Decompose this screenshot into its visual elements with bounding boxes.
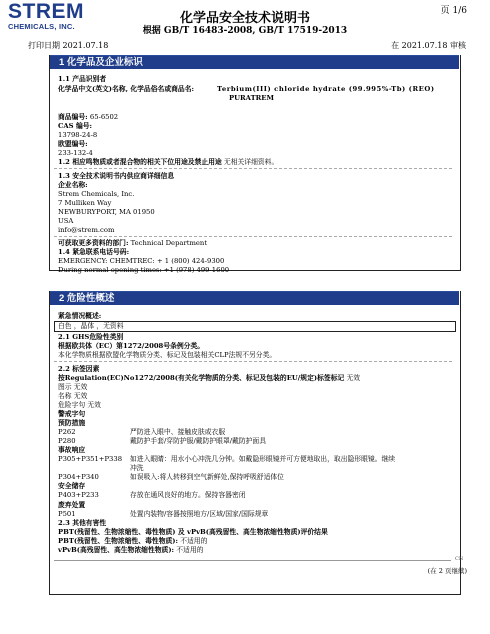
vpvb-line: vPvB(高残留性、高生物浓缩性物质): 不适用的 [58,546,204,554]
section-2-heading: 2 危险性概述 [50,291,459,305]
precautionary-heading: 警戒字句 [58,410,86,418]
eu-classification-label: 根据欧共体（EC）第1272/2008号条例分类。 [58,342,205,350]
footer-rule [54,560,451,561]
emergency-phone: EMERGENCY: CHEMTREC: + 1 (800) 424-9300 [58,257,225,265]
company-line: NEWBURYPORT, MA 01950 [58,208,155,216]
company-line: USA [58,217,74,225]
emergency-overview-label: 紧急情况概述: [58,312,102,320]
hazard-statements-line: 危险字句 无效 [58,401,101,409]
chemical-name-value: Terbium(III) chloride hydrate (99.995%-Tb) (REO) [217,85,435,93]
p-text: 严防进入眼中、接触皮肤或衣服 [130,428,226,436]
p-text: 戴防护手套/穿防护服/戴防护眼罩/戴防护面具 [130,437,267,445]
p-text: 如误吸入:将人转移到空气新鲜处,保持呼吸舒适体位 [130,473,284,481]
document-title: 化学品安全技术说明书 [179,11,310,26]
company-logo: STREM [8,0,84,23]
other-hazards-heading: 2.3 其他有害性 [58,519,107,527]
document-subtitle: 根据 GB/T 16483-2008, GB/T 17519-2013 [142,26,348,36]
p-code: P403+P233 [58,491,99,499]
company-email: info@strem.com [58,226,115,234]
chemical-name-label: 化学品中文(英文)名称, 化学品俗名或商品名: [58,85,195,93]
divider [54,168,452,169]
emergency-overview-text: 白色 ，晶体 ，无资料 [58,322,124,330]
p-code: P501 [58,510,76,518]
label-regulation: 按Regulation(EC)No1272/2008(有关化学物质的分类、标记及包装的EU/规定)标签标记 无效 [58,374,361,382]
relevant-uses: 1.2 相应鸣物质或者混合物的相关下位用途及禁止用途 无相关详细资料。 [58,158,279,166]
company-logo-subtitle: CHEMICALS, INC. [8,22,75,31]
ec-value: 233-132-4 [58,149,93,157]
info-department: 可获取更多资料的部门: Technical Department [58,239,208,247]
pbt-line: PBT(残留性、生物浓缩性、毒性物质): 不适用的 [58,537,208,545]
company-line: 7 Mulliken Way [58,199,112,207]
eu-classification-text: 本化学物质根据欧盟化学物质分类、标记及包装相关CLP法规不另分类。 [58,351,277,359]
company-line: Strem Chemicals, Inc. [58,190,135,198]
divider [54,361,452,362]
prevention-heading: 预防措施 [58,419,86,427]
p-code: P304+P340 [58,473,99,481]
section-1-heading: 1 化学品及企业标识 [50,55,459,69]
emergency-heading: 1.4 紧急联系电话号码: [58,248,130,256]
normal-phone: During normal opening times: +1 (978) 499-1600 [58,266,230,274]
p-code: P262 [58,428,76,436]
supplier-heading: 1.3 安全技术说明书内供应商详细信息 [58,172,175,180]
revision-date: 在 2021.07.18 审核 [391,41,466,50]
response-heading: 事故响应 [58,446,86,454]
pictogram-line: 图示 无效 [58,383,88,391]
company-label: 企业名称: [58,181,88,189]
signal-word-line: 名称 无效 [58,392,88,400]
p-text: 存放在通风良好的地方。保持容器密闭 [130,491,246,499]
divider [54,236,452,237]
cas-label: CAS 编号: [58,122,93,130]
disposal-heading: 废弃处置 [58,501,86,509]
label-elements-heading: 2.2 标签因素 [58,365,100,373]
cas-value: 13798-24-8 [58,131,98,139]
pbt-vpvb-heading: PBT(残留性、生物浓缩性、毒性物质) 及 vPvB(高残留性、高生物浓缩性物质)评价结果 [58,528,328,536]
p-code: P280 [58,437,76,445]
page-number: 页 1/6 [440,6,467,16]
continued-note: (在 2 页继续) [427,567,467,575]
storage-heading: 安全储存 [58,482,86,490]
product-code: 商品编号: 65-6502 [58,113,119,121]
p-text: 处置内装物/容器按照地方/区域/国家/国际规章 [130,510,269,518]
ghs-heading: 2.1 GHS危险性类别 [58,333,124,341]
p-code: P305+P351+P338 [58,455,123,463]
ec-label: 欧盟编号: [58,140,88,148]
print-date: 打印日期 2021.07.18 [28,41,109,50]
language-tag: CN [455,556,464,562]
p-text: 如进入眼睛：用水小心冲洗几分钟。如戴隐形眼镜并可方便地取出，取出隐形眼镜。继续 [130,455,396,463]
chemical-name-value-2: PURATREM [229,94,274,102]
product-identifier-heading: 1.1 产品识别者 [58,75,107,83]
p-text-continued: 冲洗 [130,464,144,472]
